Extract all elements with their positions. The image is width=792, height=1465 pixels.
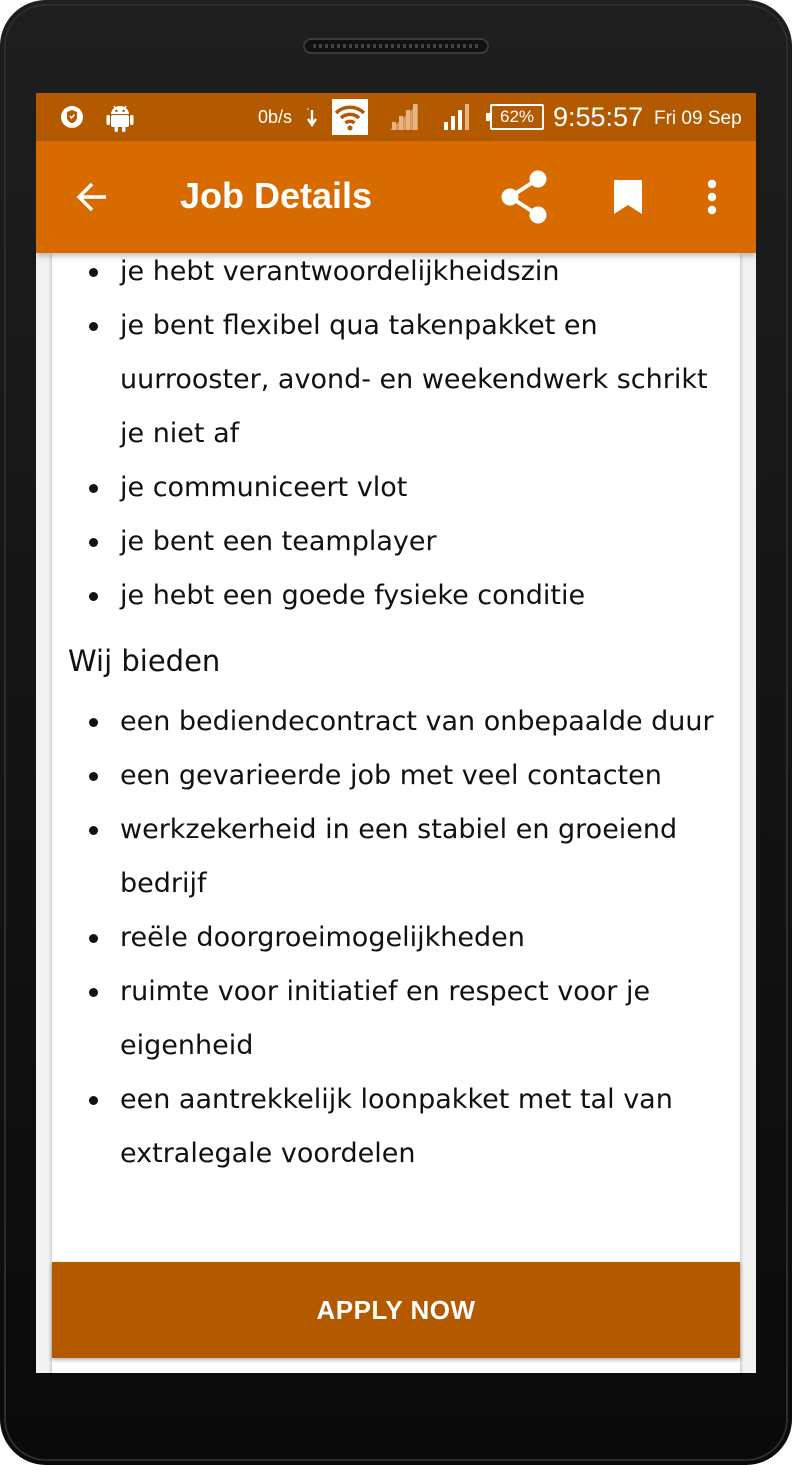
list-item: een aantrekkelijk loonpakket met tal van extralegale voordelen <box>52 1073 740 1181</box>
offer-list <box>52 695 740 1181</box>
list-item: werkzekerheid in een stabiel en groeiend bedrijf <box>52 803 740 911</box>
list-item: je bent een teamplayer <box>52 515 740 569</box>
share-button[interactable] <box>492 141 556 253</box>
battery-icon <box>490 93 544 141</box>
app-bar <box>36 141 756 253</box>
list-item: je hebt een goede fysieke conditie <box>52 569 740 623</box>
list-item: een bediendecontract van onbepaalde duur <box>52 695 740 749</box>
phone-speaker <box>303 38 489 54</box>
arrow-left-icon <box>74 179 110 215</box>
job-description <box>52 253 740 1181</box>
section-heading: Wij bieden <box>68 644 221 678</box>
wifi-icon <box>332 93 368 141</box>
list-item: je bent flexibel qua takenpakket en uurrooster, avond- en weekendwerk schrikt je niet af <box>52 299 740 461</box>
apply-now-button[interactable]: APPLY NOW <box>52 1262 740 1358</box>
net-speed: 0b/s <box>258 106 293 127</box>
list-item: een gevarieerde job met veel contacten <box>52 749 740 803</box>
page-title: Job Details <box>180 175 373 216</box>
job-details-card <box>52 253 740 1373</box>
battery-percent: 62% <box>499 107 535 126</box>
android-icon <box>106 93 134 141</box>
status-bar <box>36 93 756 141</box>
bookmark-icon <box>612 178 644 216</box>
share-icon <box>498 169 550 225</box>
bookmark-button[interactable] <box>596 141 660 253</box>
requirements-list <box>52 245 740 623</box>
signal-icon <box>440 93 472 141</box>
list-item: je hebt verantwoordelijkheidszin <box>52 245 740 299</box>
list-item: je communiceert vlot <box>52 461 740 515</box>
signal-icon <box>388 93 420 141</box>
clock-date: Fri 09 Sep <box>654 108 742 129</box>
clock-time: 9:55:57 <box>553 101 644 132</box>
list-item: reële doorgroeimogelijkheden <box>52 911 740 965</box>
shield-icon <box>60 93 84 141</box>
more-options-button[interactable] <box>686 141 738 253</box>
download-arrow-icon <box>306 93 318 141</box>
more-vert-icon <box>706 179 718 215</box>
back-button[interactable] <box>60 141 124 253</box>
screen <box>36 93 756 1373</box>
list-item: ruimte voor initiatief en respect voor je eigenheid <box>52 965 740 1073</box>
